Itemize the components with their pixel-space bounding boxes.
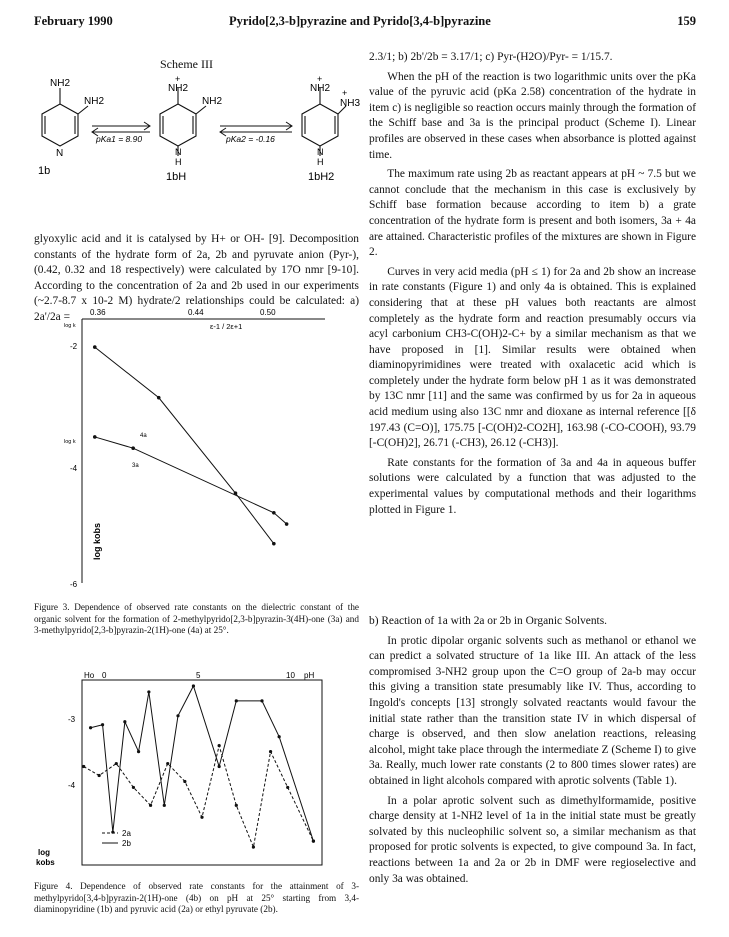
data-point-2a (235, 804, 238, 807)
series-line-4a (95, 347, 274, 544)
plus-2: + (317, 74, 323, 84)
data-point-4a (157, 396, 161, 400)
data-point-2b (192, 684, 195, 687)
data-point-2a (166, 762, 169, 765)
data-point-2b (218, 765, 221, 768)
y-axis-label: kobs (36, 858, 55, 867)
data-point-2b (111, 831, 114, 834)
data-point-2b (101, 723, 104, 726)
label-1bh2: 1bH2 (308, 171, 335, 183)
data-point-2a (200, 816, 203, 819)
log-k-label: log k (64, 439, 76, 445)
legend-label-2a: 2a (122, 829, 131, 838)
data-point-2b (123, 720, 126, 723)
series-label-4a: 4a (140, 433, 147, 439)
data-point-2b (147, 690, 150, 693)
data-point-2a (218, 744, 221, 747)
data-point-2a (82, 765, 85, 768)
page-number: 159 (677, 14, 696, 28)
paragraph: In protic dipolar organic solvents such as methanol or ethanol we can predict a solvated structure of 1a like III. An attack of the less compromised 3-NH2 group upon the C=O group of 2a-b may occur this giving a transition state presumably like IV. Thus, according to Ingold's concepts [13] strongly solvated reactants would favour the initial state rather than the transition state IV in which dispersal of charge is observed, and then slow anelation reactions, releasing alcohol, might take place through the intermediate Z (Scheme I) to give 3a. Really, much lower rate constants (2 to 800 times slower rates) are obtained in light alcohols compared with aprotic solvents (Table 1). (369, 634, 696, 787)
paragraph: The maximum rate using 2b as reactant appears at pH ~ 7.5 but we cannot conclude that the mechanism in this case is exclusively by Schiff base formation because according to item b) a grate concentration of the hydrate form is present and both isomers, 3a + 4a are attained. Characteristic profiles of the mixtures are shown in Figure 2. (369, 168, 696, 259)
left-tick-label: -6 (70, 580, 78, 589)
series-line-2a (84, 746, 314, 847)
ring-n-1: N (56, 148, 64, 159)
top-tick-label: 10 (286, 671, 295, 680)
molecule-1bh (160, 88, 206, 156)
data-point-2b (163, 804, 166, 807)
data-point-2b (312, 840, 315, 843)
group-nh2-d: NH2 (202, 96, 223, 107)
label-1bh: 1bH (166, 171, 187, 183)
data-point-2a (132, 786, 135, 789)
data-point-2b (278, 735, 281, 738)
data-point-3a (93, 435, 97, 439)
top-tick-label: 0.50 (260, 308, 276, 317)
log-k-label: log k (64, 323, 76, 329)
paragraph: Rate constants for the formation of 3a and 4a in aqueous buffer solutions were calculated by a function that was adjusted to the experimental values by computational methods and their logarithms plotted in Figure 1. (369, 456, 696, 516)
plus-1: + (175, 74, 181, 84)
data-point-4a (93, 345, 97, 349)
top-tick-label: 0 (102, 671, 107, 680)
top-tick-label: 0.36 (90, 308, 106, 317)
data-point-2a (149, 804, 152, 807)
right-column-text-2 (369, 614, 696, 887)
ring-n-3: N (317, 147, 324, 157)
paragraph: In a polar aprotic solvent such as dimethylformamide, positive charge density at 1-NH2 level of 1a in the initial state must be greatly solvated by this nucleophilic solvent so, a similar mechanism as that proposed for protic solvents is expected, to give compound 3a. In fact, reactions between 1a and 2a or 2b in DMF were regioselective and only 3a was obtained. (369, 794, 696, 885)
top-axis-label: ε-1 / 2ε+1 (210, 322, 243, 331)
data-point-2b (235, 699, 238, 702)
scheme-title: Scheme III (160, 57, 213, 71)
data-point-3a (131, 446, 135, 450)
pka2-label: pKa2 = -0.16 (226, 134, 275, 144)
figure-4-chart (34, 670, 334, 875)
figure-4-caption: Figure 4. Dependence of observed rate constants for the attainment of 3-methylpyrido[3,4-b]pyrazin-2(1H)-one (4b) on pH at 25° starting from 3,4-diaminopyridine (1b) and pyruvic acid (2a) or ethyl pyruvate (2b). (34, 881, 359, 915)
left-tick-label: -4 (70, 464, 78, 473)
right-column-text (369, 50, 696, 518)
y-axis-label: log (38, 848, 50, 857)
plot-frame (82, 680, 322, 865)
data-point-2a (183, 780, 186, 783)
group-nh2-a: NH2 (50, 78, 71, 89)
plus-3: + (342, 88, 348, 98)
label-1b: 1b (38, 165, 51, 177)
scheme-iii-diagram (30, 74, 365, 189)
left-tick-label: -4 (68, 781, 76, 790)
series-label-3a: 3a (132, 463, 139, 469)
page-header (34, 14, 696, 30)
pka1-label: pKa1 = 8.90 (96, 134, 143, 144)
top-tick-label: pH (304, 671, 315, 680)
paragraph: 2.3/1; b) 2b'/2b = 3.17/1; c) Pyr-(H2O)/Pyr- = 1/15.7. (369, 51, 613, 63)
group-nh2-e: NH2 (310, 83, 331, 94)
ring-h-2: H (175, 157, 182, 167)
paragraph: When the pH of the reaction is two logarithmic units over the pKa value of the pyruvic acid (pKa 2.58) concentration of the hydrate in item c) is negligible so reaction occurs mainly through the formation of the Schiff base and 3a is the principal product (Scheme I). Linear profiles are observed in these cases when absorbance is plotted against time. (369, 70, 696, 161)
section-heading: b) Reaction of 1a with 2a or 2b in Organic Solvents. (369, 615, 607, 627)
data-point-2b (137, 750, 140, 753)
data-point-2b (176, 714, 179, 717)
data-point-3a (272, 511, 276, 515)
header-title: Pyrido[2,3-b]pyrazine and Pyrido[3,4-b]pyrazine (229, 14, 491, 28)
data-point-2a (252, 845, 255, 848)
top-tick-label: 0.44 (188, 308, 204, 317)
ring-n-2: N (175, 147, 182, 157)
data-point-2b (89, 726, 92, 729)
group-nh3: NH3 (340, 98, 361, 109)
group-nh2-c: NH2 (168, 83, 189, 94)
molecule-1b (42, 88, 88, 146)
top-tick-label: 5 (196, 671, 201, 680)
left-tick-label: -2 (70, 342, 78, 351)
y-axis-label: log kobs (92, 522, 102, 560)
top-tick-label: Ho (84, 671, 95, 680)
paragraph: Curves in very acid media (pH ≤ 1) for 2a and 2b show an increase in rate constants (Figure 1) and only 4a is obtained. This is explained considering that at these pH values both reactants are almost completely as the hydrate form and reaction presumably occurs via acyl carbonium CH3-C(OH)2-C+ by a similar mechanism as that we have proposed in [1]. Similar results were obtained when diaminopyrimidines were treated with oxalacetic acid which is completely under the hydrate form below pH 1 as it was demonstrated by 13C nmr [11] and the same was confirmed by us for 2a in aqueous acid medium using also 13C nmr and dioxane as internal reference [[δ 197.43 (C=O)], 175.75 [-C(OH)2-CO2H], 163.98 (-CO-COOH), 93.79 [-C(OH)2], 26.71 (-CH3), 26.12 (-CH3)]. (369, 265, 696, 450)
data-point-2a (286, 786, 289, 789)
paragraph: glyoxylic acid and it is catalysed by H+ or OH- [9]. Decomposition constants of the hydrate form of 2a, 2b and pyruvate anion (Pyr-), (0.42, 0.32 and 18 respectively) were calculated by 17O nmr [9-10]. According to the concentration of 2a and 2b used in our experiments (~2.7-8.7 x 10-2 M) hydrate/2 relationships could be calculated: a) 2a'/2a = (34, 233, 359, 323)
series-line-3a (95, 437, 287, 524)
left-tick-label: -3 (68, 715, 76, 724)
figure-3-chart (60, 305, 350, 595)
legend-label-2b: 2b (122, 839, 131, 848)
data-point-2a (269, 750, 272, 753)
data-point-2b (260, 699, 263, 702)
header-date: February 1990 (34, 14, 113, 28)
data-point-2a (115, 762, 118, 765)
figure-3-caption: Figure 3. Dependence of observed rate constants on the dielectric constant of the organic solvent for the formation of 2-methylpyrido[2,3-b]pyrazin-3(4H)-one (3a) and 3-methylpyrido[2,3-b]pyrazin-2(1H)-one (4a) at 25°. (34, 602, 359, 636)
ring-h-3: H (317, 157, 324, 167)
data-point-3a (285, 522, 289, 526)
group-nh2-b: NH2 (84, 96, 105, 107)
data-point-2a (98, 774, 101, 777)
data-point-4a (272, 542, 276, 546)
